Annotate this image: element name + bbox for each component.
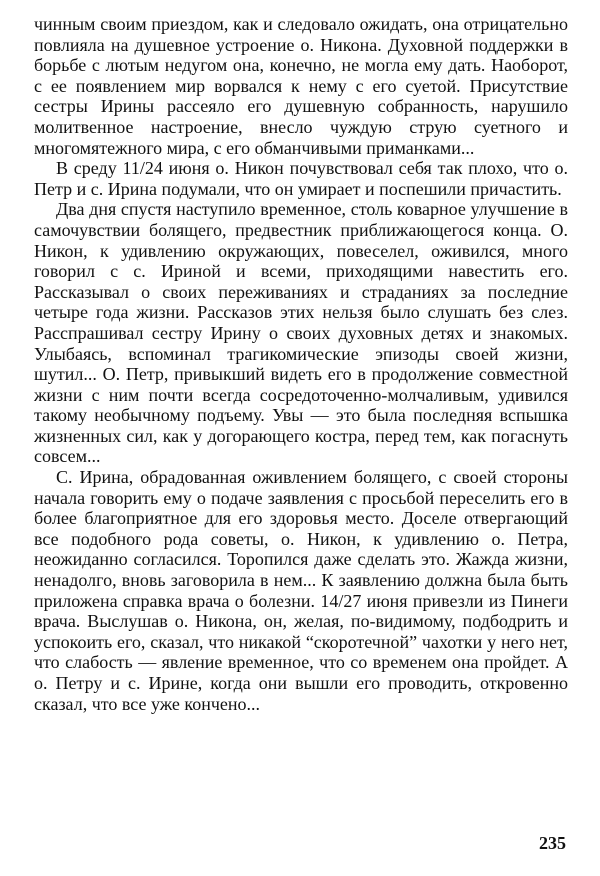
paragraph-1: чинным своим приездом, как и следовало ожидать, она отрицательно повлияла на душевное устроение о. Никона. Духовной поддержки в борьбе с лютым недугом она, конечно, не могла ему дать. Наоборот, с ее появлением мир ворвался к нему с его суетой. Присутствие сестры Ирины рассеяло его душевную собранность, нарушило молитвенное настроение, внесло чуждую струю суетного и многомятежного мира, с его обманчивыми приманками...	[34, 14, 568, 158]
page-body	[34, 14, 568, 714]
page-number: 235	[539, 833, 566, 853]
paragraph-3: Два дня спустя наступило временное, столь коварное улучшение в самочувствии болящего, предвестник приближающегося конца. О. Никон, к удивлению окружающих, повеселел, оживился, много говорил с с. Ириной и всеми, приходящими навестить его. Рассказывал о своих переживаниях и страданиях за последние четыре года жизни. Рассказов этих нельзя было слушать без слез. Расспрашивал сестру Ирину о своих духовных детях и знакомых. Улыбаясь, вспоминал трагикомические эпизоды своей жизни, шутил... О. Петр, привыкший видеть его в продолжение совместной жизни с ним почти всегда сосредоточенно-молчаливым, удивился такому необычному подъему. Увы — это была последняя вспышка жизненных сил, как у догорающего костра, перед тем, как погаснуть совсем...	[34, 199, 568, 467]
paragraph-4: С. Ирина, обрадованная оживлением болящего, с своей стороны начала говорить ему о подаче заявления с просьбой переселить его в более благоприятное для его здоровья место. Доселе отвергающий все подобного рода советы, о. Никон, к удивлению о. Петра, неожиданно согласился. Торопился даже сделать это. Жажда жизни, ненадолго, вновь заговорила в нем... К заявлению должна была быть приложена справка врача о болезни. 14/27 июня привезли из Пинеги врача. Выслушав о. Никона, он, желая, по-видимому, подбодрить и успокоить его, сказал, что никакой “скоротечной” чахотки у него нет, что слабость — явление временное, что со временем она пройдет. А о. Петру и с. Ирине, когда они вышли его проводить, откровенно сказал, что все уже кончено...	[34, 467, 568, 714]
paragraph-2: В среду 11/24 июня о. Никон почувствовал себя так плохо, что о. Петр и с. Ирина подумали, что он умирает и поспешили причастить.	[34, 158, 568, 199]
